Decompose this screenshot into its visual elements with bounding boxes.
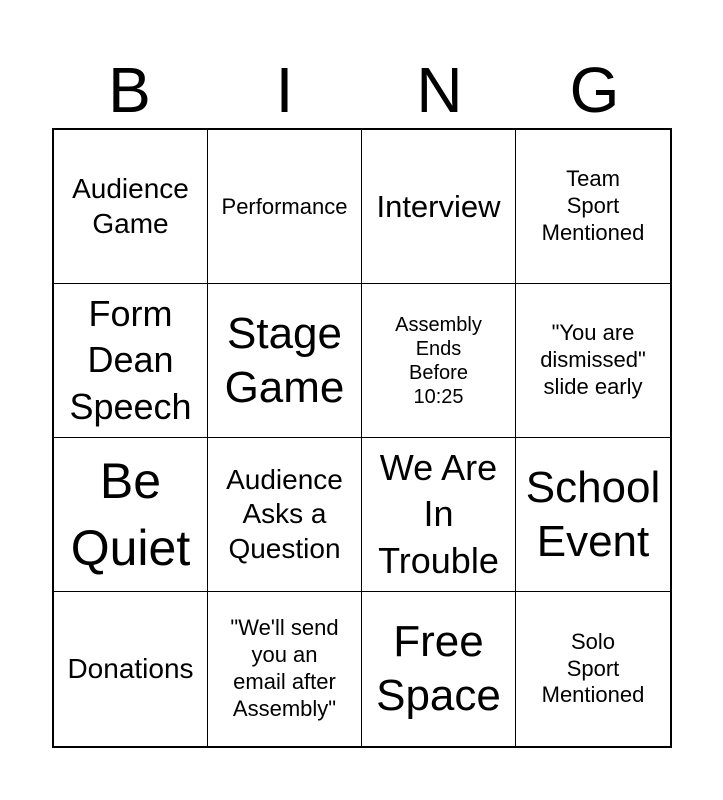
cell-text: Assembly Ends Before 10:25 [395, 313, 482, 408]
bingo-cell[interactable] [516, 284, 670, 438]
bingo-cell[interactable] [362, 438, 516, 592]
bingo-cell[interactable] [54, 438, 208, 592]
cell-text: Team Sport Mentioned [541, 166, 645, 245]
bingo-cell[interactable] [54, 130, 208, 284]
header-letter-i: I [275, 54, 294, 126]
cell-text: Free Space [376, 617, 501, 720]
header-letter-n: N [416, 54, 463, 126]
cell-text: Stage Game [224, 308, 345, 412]
cell-text: "We'll send you an email after Assembly" [230, 615, 339, 721]
cell-text: We Are In Trouble [378, 447, 499, 581]
cell-text: Form Dean Speech [69, 293, 192, 427]
bingo-cell[interactable] [54, 592, 208, 746]
bingo-cell[interactable] [516, 130, 670, 284]
bingo-cell[interactable] [54, 284, 208, 438]
cell-text: Solo Sport Mentioned [541, 628, 645, 708]
bingo-cell[interactable] [516, 592, 670, 746]
bingo-grid [52, 128, 672, 748]
cell-text: Audience Asks a Question [226, 464, 343, 564]
bingo-header [52, 52, 672, 128]
bingo-cell[interactable] [208, 592, 362, 746]
cell-text: School Event [525, 462, 661, 566]
header-letter-b: B [108, 54, 151, 126]
cell-text: Donations [67, 652, 194, 684]
bingo-cell[interactable] [208, 284, 362, 438]
cell-text: Interview [376, 188, 501, 224]
cell-text: Performance [221, 193, 348, 219]
free-space-cell[interactable] [362, 592, 516, 746]
header-letter-g: G [569, 54, 620, 126]
bingo-cell[interactable] [516, 438, 670, 592]
bingo-cell[interactable] [208, 438, 362, 592]
cell-text: Be Quiet [70, 452, 191, 576]
bingo-cell[interactable] [208, 130, 362, 284]
bingo-cell[interactable] [362, 284, 516, 438]
bingo-cell[interactable] [362, 130, 516, 284]
cell-text: Audience Game [72, 173, 189, 239]
cell-text: "You are dismissed" slide early [540, 320, 646, 399]
